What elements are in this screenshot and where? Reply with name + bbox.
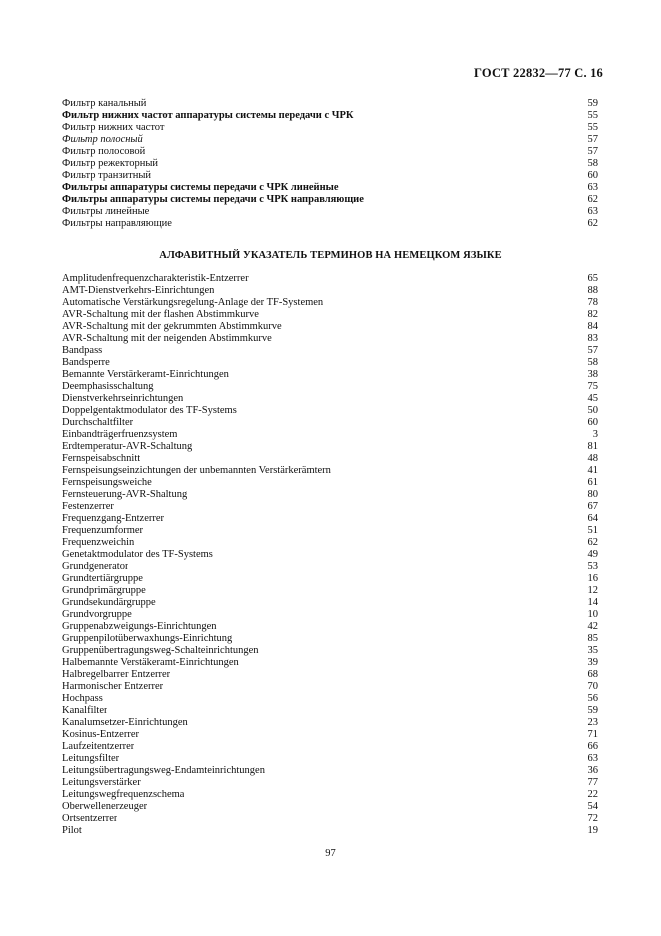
index-page-number: 60 — [587, 170, 598, 181]
russian-index-entry — [62, 194, 598, 206]
german-index-entry — [62, 513, 598, 525]
index-term: Durchschaltfilter — [62, 417, 134, 428]
index-page-number: 59 — [587, 705, 598, 716]
german-index-entry — [62, 753, 598, 765]
index-term: Deemphasisschaltung — [62, 381, 154, 392]
index-term: Fernspeisungsweiche — [62, 477, 152, 488]
index-term: Frequenzumformer — [62, 525, 144, 536]
index-page-number: 62 — [587, 537, 598, 548]
index-page-number: 68 — [587, 669, 598, 680]
german-index-entry — [62, 453, 598, 465]
german-index-entry — [62, 633, 598, 645]
index-term: Leitungsübertragungsweg-Endamteinrichtungen — [62, 765, 265, 776]
german-index-entry — [62, 669, 598, 681]
index-page-number: 56 — [587, 693, 598, 704]
index-page-number: 22 — [587, 789, 598, 800]
index-page-number: 19 — [587, 825, 598, 836]
index-page-number: 58 — [587, 357, 598, 368]
index-term: Frequenzweichin — [62, 537, 135, 548]
german-index-entry — [62, 369, 598, 381]
index-term: Фильтр транзитный — [62, 170, 152, 181]
index-page-number: 51 — [587, 525, 598, 536]
index-page-number: 48 — [587, 453, 598, 464]
german-index-entry — [62, 441, 598, 453]
russian-index-entry — [62, 182, 598, 194]
index-page-number: 35 — [587, 645, 598, 656]
index-page-number: 53 — [587, 561, 598, 572]
index-term: Фильтры аппаратуры системы передачи с ЧРК направляющие — [62, 194, 364, 205]
german-index-entry — [62, 417, 598, 429]
index-term: AVR-Schaltung mit der gekrummten Abstimmkurve — [62, 321, 282, 332]
index-term: Oberwellenerzeuger — [62, 801, 148, 812]
index-page-number: 57 — [587, 134, 598, 145]
german-index-entry — [62, 525, 598, 537]
german-index-entry — [62, 309, 598, 321]
index-page-number: 82 — [587, 309, 598, 320]
index-page-number: 36 — [587, 765, 598, 776]
index-term: Gruppenabzweigungs-Einrichtungen — [62, 621, 217, 632]
german-index-entry — [62, 597, 598, 609]
index-term: Фильтр полосовой — [62, 146, 146, 157]
index-page-number: 81 — [587, 441, 598, 452]
russian-index-entry — [62, 146, 598, 158]
index-term: Grundvorgruppe — [62, 609, 132, 620]
index-term: Einbandträgerfruenzsystem — [62, 429, 178, 440]
index-page-number: 63 — [587, 753, 598, 764]
page-number: 97 — [325, 848, 336, 859]
german-index-entry — [62, 333, 598, 345]
german-index-entry — [62, 285, 598, 297]
index-term: Grundgenerator — [62, 561, 129, 572]
german-index-entry — [62, 345, 598, 357]
index-term: Ortsentzerrer — [62, 813, 118, 824]
russian-index-entry — [62, 98, 598, 110]
index-term: Pilot — [62, 825, 82, 836]
index-page-number: 84 — [587, 321, 598, 332]
index-page-number: 57 — [587, 345, 598, 356]
index-page-number: 55 — [587, 122, 598, 133]
german-index-entry — [62, 717, 598, 729]
german-index-entry — [62, 549, 598, 561]
index-page-number: 88 — [587, 285, 598, 296]
german-index-entry — [62, 537, 598, 549]
index-page-number: 50 — [587, 405, 598, 416]
index-page-number: 83 — [587, 333, 598, 344]
german-index-entry — [62, 789, 598, 801]
index-page-number: 12 — [587, 585, 598, 596]
index-term: Laufzeitentzerrer — [62, 741, 135, 752]
index-page-number: 63 — [587, 206, 598, 217]
index-term: Frequenzgang-Entzerrer — [62, 513, 165, 524]
index-page-number: 59 — [587, 98, 598, 109]
german-index-entry — [62, 585, 598, 597]
russian-index-entry — [62, 158, 598, 170]
index-term: Leitungswegfrequenzschema — [62, 789, 185, 800]
index-term: Doppelgentaktmodulator des TF-Systems — [62, 405, 237, 416]
index-page-number: 49 — [587, 549, 598, 560]
index-term: Bandpass — [62, 345, 103, 356]
german-index-entry — [62, 777, 598, 789]
index-term: Kanalumsetzer-Einrichtungen — [62, 717, 188, 728]
index-page-number: 67 — [587, 501, 598, 512]
index-term: Festenzerrer — [62, 501, 114, 512]
index-term: Fernspeisungseinzichtungen der unbemannten Verstärkerämtern — [62, 465, 331, 476]
index-term: Фильтр режекторный — [62, 158, 159, 169]
index-term: Dienstverkehrseinrichtungen — [62, 393, 184, 404]
index-term: Grundprimärgruppe — [62, 585, 146, 596]
index-term: Amplitudenfrequenzcharakteristik-Entzerrer — [62, 273, 249, 284]
russian-index-entry — [62, 218, 598, 230]
index-term: Фильтр канальный — [62, 98, 147, 109]
russian-index-entry — [62, 110, 598, 122]
german-index-entry — [62, 801, 598, 813]
german-index-entry — [62, 813, 598, 825]
russian-index-entry — [62, 134, 598, 146]
russian-index-entry — [62, 122, 598, 134]
index-term: Fernspeisabschnitt — [62, 453, 141, 464]
index-page-number: 41 — [587, 465, 598, 476]
german-index-entry — [62, 501, 598, 513]
index-page-number: 66 — [587, 741, 598, 752]
index-term: Kanalfilter — [62, 705, 108, 716]
german-index-entry — [62, 681, 598, 693]
german-index-entry — [62, 729, 598, 741]
index-term: Leitungsverstärker — [62, 777, 141, 788]
index-term: Gruppenpilotüberwaxhungs-Einrichtung — [62, 633, 233, 644]
german-index-entry — [62, 477, 598, 489]
index-term: Bandsperre — [62, 357, 110, 368]
index-term: Фильтр полосный — [62, 134, 143, 145]
page-header: ГОСТ 22832—77 С. 16 — [474, 66, 603, 80]
german-index-entry — [62, 273, 598, 285]
index-page-number: 65 — [587, 273, 598, 284]
section-title: АЛФАВИТНЫЙ УКАЗАТЕЛЬ ТЕРМИНОВ НА НЕМЕЦКОМ ЯЗЫКЕ — [159, 250, 502, 261]
german-index-entry — [62, 573, 598, 585]
index-term: Kosinus-Entzerrer — [62, 729, 139, 740]
index-page-number: 60 — [587, 417, 598, 428]
index-term: Фильтры линейные — [62, 206, 150, 217]
german-index-entry — [62, 429, 598, 441]
index-page-number: 61 — [587, 477, 598, 488]
german-index-entry — [62, 657, 598, 669]
index-page-number: 58 — [587, 158, 598, 169]
index-page-number: 3 — [592, 429, 598, 440]
german-index-entry — [62, 645, 598, 657]
index-term: Grundtertiärgruppe — [62, 573, 143, 584]
index-term: Genetaktmodulator des TF-Systems — [62, 549, 213, 560]
german-index-entry — [62, 825, 598, 837]
index-page-number: 85 — [587, 633, 598, 644]
index-page-number: 64 — [587, 513, 598, 524]
german-index-entry — [62, 621, 598, 633]
index-page-number: 38 — [587, 369, 598, 380]
index-page-number: 57 — [587, 146, 598, 157]
index-page-number: 54 — [587, 801, 598, 812]
index-page-number: 70 — [587, 681, 598, 692]
index-term: Fernsteuerung-AVR-Shaltung — [62, 489, 188, 500]
index-term: Фильтры направляющие — [62, 218, 172, 229]
index-term: Фильтр нижних частот — [62, 122, 165, 133]
index-page-number: 71 — [587, 729, 598, 740]
index-page-number: 63 — [587, 182, 598, 193]
russian-index-entry — [62, 206, 598, 218]
index-term: Erdtemperatur-AVR-Schaltung — [62, 441, 193, 452]
german-index-entry — [62, 693, 598, 705]
index-page-number: 80 — [587, 489, 598, 500]
german-index-entry — [62, 609, 598, 621]
index-page-number: 62 — [587, 218, 598, 229]
german-index-entry — [62, 405, 598, 417]
index-page-number: 62 — [587, 194, 598, 205]
german-index-entry — [62, 489, 598, 501]
index-term: AVR-Schaltung mit der flashen Abstimmkurve — [62, 309, 259, 320]
index-page-number: 55 — [587, 110, 598, 121]
german-index-entry — [62, 561, 598, 573]
index-page-number: 23 — [587, 717, 598, 728]
german-index-entry — [62, 741, 598, 753]
index-page-number: 45 — [587, 393, 598, 404]
index-term: Automatische Verstärkungsregelung-Anlage der TF-Systemen — [62, 297, 324, 308]
index-term: Grundsekundärgruppe — [62, 597, 156, 608]
index-page-number: 75 — [587, 381, 598, 392]
german-index-entry — [62, 357, 598, 369]
german-index-entry — [62, 393, 598, 405]
index-term: AMT-Dienstverkehrs-Einrichtungen — [62, 285, 215, 296]
index-term: Фильтр нижних частот аппаратуры системы передачи с ЧРК — [62, 110, 354, 121]
index-page-number: 14 — [587, 597, 598, 608]
german-index-list — [62, 273, 598, 837]
german-index-entry — [62, 705, 598, 717]
german-index-entry — [62, 765, 598, 777]
index-page-number: 77 — [587, 777, 598, 788]
index-term: Фильтры аппаратуры системы передачи с ЧРК линейные — [62, 182, 339, 193]
index-page-number: 72 — [587, 813, 598, 824]
index-term: Halbemannte Verstäkeramt-Einrichtungen — [62, 657, 239, 668]
german-index-entry — [62, 381, 598, 393]
index-page-number: 78 — [587, 297, 598, 308]
index-page-number: 16 — [587, 573, 598, 584]
index-term: AVR-Schaltung mit der neigenden Abstimmkurve — [62, 333, 272, 344]
index-term: Hochpass — [62, 693, 103, 704]
russian-index-list — [62, 98, 598, 230]
index-term: Halbregelbarrer Entzerrer — [62, 669, 171, 680]
index-term: Leitungsfilter — [62, 753, 120, 764]
index-term: Bemannte Verstärkeramt-Einrichtungen — [62, 369, 229, 380]
index-page-number: 39 — [587, 657, 598, 668]
german-index-entry — [62, 465, 598, 477]
german-index-entry — [62, 321, 598, 333]
german-index-entry — [62, 297, 598, 309]
index-term: Harmonischer Entzerrer — [62, 681, 164, 692]
index-page-number: 42 — [587, 621, 598, 632]
index-term: Gruppenübertragungsweg-Schalteinrichtungen — [62, 645, 259, 656]
index-page-number: 10 — [587, 609, 598, 620]
russian-index-entry — [62, 170, 598, 182]
